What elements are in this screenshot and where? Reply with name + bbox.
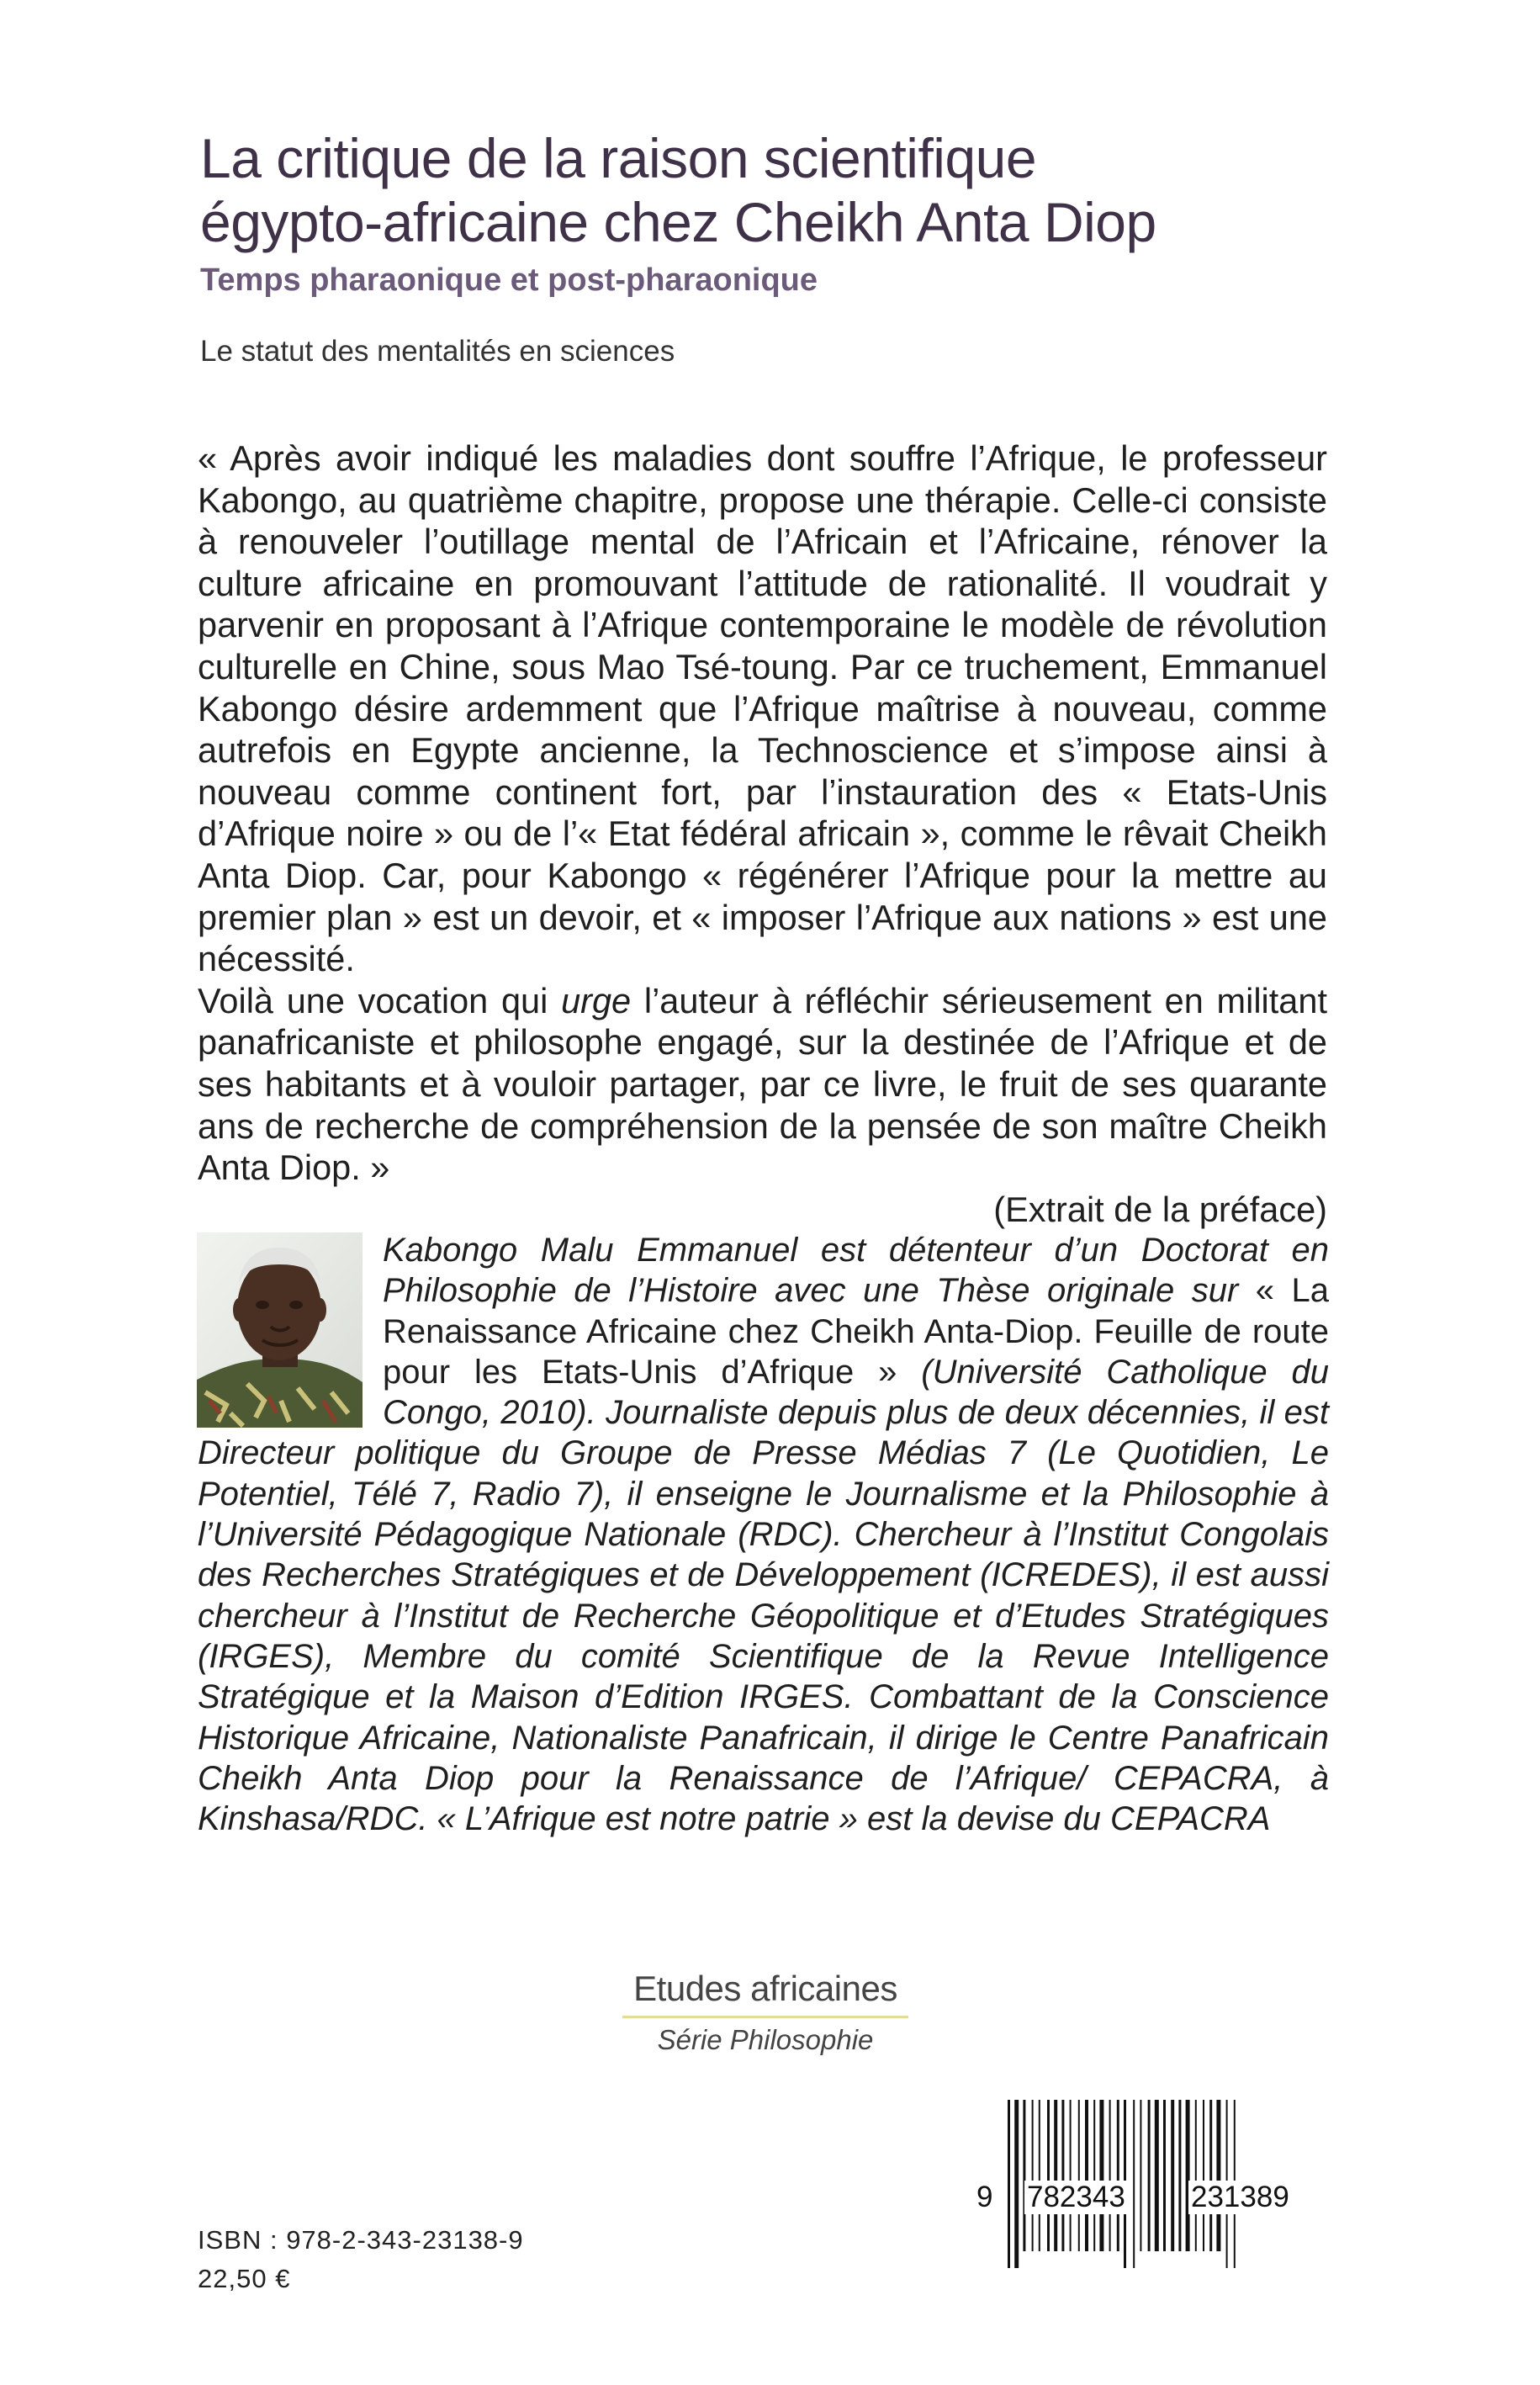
book-price: 22,50 €	[198, 2264, 291, 2293]
barcode-digit-group-2: 231389	[1188, 2181, 1292, 2214]
isbn-number: ISBN : 978-2-343-23138-9	[198, 2225, 524, 2255]
preface-paragraph-1: « Après avoir indiqué les maladies dont souffre l’Afrique, le professeur Kabongo, au quatrième chapitre, propose une thérapie. Celle-ci consiste à renouveler l’outillage mental de l’Africain et l’Africaine, rénover la culture africaine en promouvant l’attitude de rationalité. Il voudrait y parvenir en proposant à l’Afrique contemporaine le modèle de révolution culturelle en Chine, sous Mao Tsé-toung. Par ce truchement, Emmanuel Kabongo désire ardemment que l’Afrique maîtrise à nouveau, comme autrefois en Egypte ancienne, la Technoscience et s’impose ainsi à nouveau comme continent fort, par l’instauration des « Etats-Unis d’Afrique noire » ou de l’« Etat fédéral africain », comme le rêvait Cheikh Anta Diop. Car, pour Kabongo « régénérer l’Afrique pour la mettre au premier plan » est un devoir, et « imposer l’Afrique aux nations » est une nécessité.	[198, 438, 1327, 979]
preface-p2-emphasis: urge	[561, 980, 632, 1020]
book-subtitle: Temps pharaonique et post-pharaonique	[200, 262, 818, 298]
collection-block	[622, 1967, 908, 2062]
bio-thesis-title: « La Renaissance Africaine chez Cheikh Anta-Diop. Feuille de route pour les Etats-Unis d’Afrique »	[383, 1272, 1329, 1391]
isbn-price-block	[198, 2221, 524, 2298]
bio-text-2: (Université Catholique du Congo, 2010). Journaliste depuis plus de deux décennies, il est Directeur politique du Groupe de Presse Médias 7 (Le Quotidien, Le Potentiel, Télé 7, Radio 7), il enseigne le Journalisme et la Philosophie à l’Université Pédagogique Nationale (RDC). Chercheur à l’Institut Congolais des Recherches Stratégiques et de Développement (ICREDES), il est aussi chercheur à l’Institut de Recherche Géopolitique et d’Etudes Stratégiques (IRGES), Membre du comité Scientifique de la Revue Intelligence Stratégique et la Maison d’Edition IRGES. Combattant de la Conscience Historique Africaine, Nationaliste Panafricain, il dirige le Centre Panafricain Cheikh Anta Diop pour la Renaissance de l’Afrique/ CEPACRA, à Kinshasa/RDC. « L’Afrique est notre patrie » est la devise du CEPACRA	[198, 1353, 1329, 1838]
book-secondary-subtitle: Le statut des mentalités en sciences	[200, 335, 675, 368]
barcode-digits	[974, 2181, 1336, 2231]
book-title	[200, 126, 1378, 254]
preface-p2-start: Voilà une vocation qui	[198, 980, 562, 1020]
book-title-line-2: égypto-africaine chez Cheikh Anta Diop	[200, 191, 1156, 253]
barcode-digit-prefix: 9	[974, 2181, 995, 2214]
photo-spacer	[198, 1230, 383, 1430]
collection-name: Etudes africaines	[622, 1967, 908, 2018]
bio-text-1: Kabongo Malu Emmanuel est détenteur d’un Doctorat en Philosophie de l’Histoire avec une Thèse originale sur	[383, 1232, 1329, 1310]
preface-excerpt	[198, 437, 1327, 1230]
barcode-digit-group-1: 782343	[1024, 2181, 1128, 2214]
preface-paragraph-2	[198, 980, 1327, 1189]
author-biography	[198, 1230, 1329, 1839]
collection-series: Série Philosophie	[657, 2024, 874, 2055]
book-title-line-1: La critique de la raison scientifique	[200, 127, 1037, 189]
preface-p2-end: l’auteur à réfléchir sérieusement en militant panafricaniste et philosophe engagé, sur la destinée de l’Afrique et de ses habitants et à vouloir partager, par ce livre, le fruit de ses quarante ans de recherche de compréhension de la pensée de son maître Cheikh Anta Diop. »	[198, 980, 1327, 1188]
excerpt-attribution: (Extrait de la préface)	[993, 1189, 1327, 1229]
